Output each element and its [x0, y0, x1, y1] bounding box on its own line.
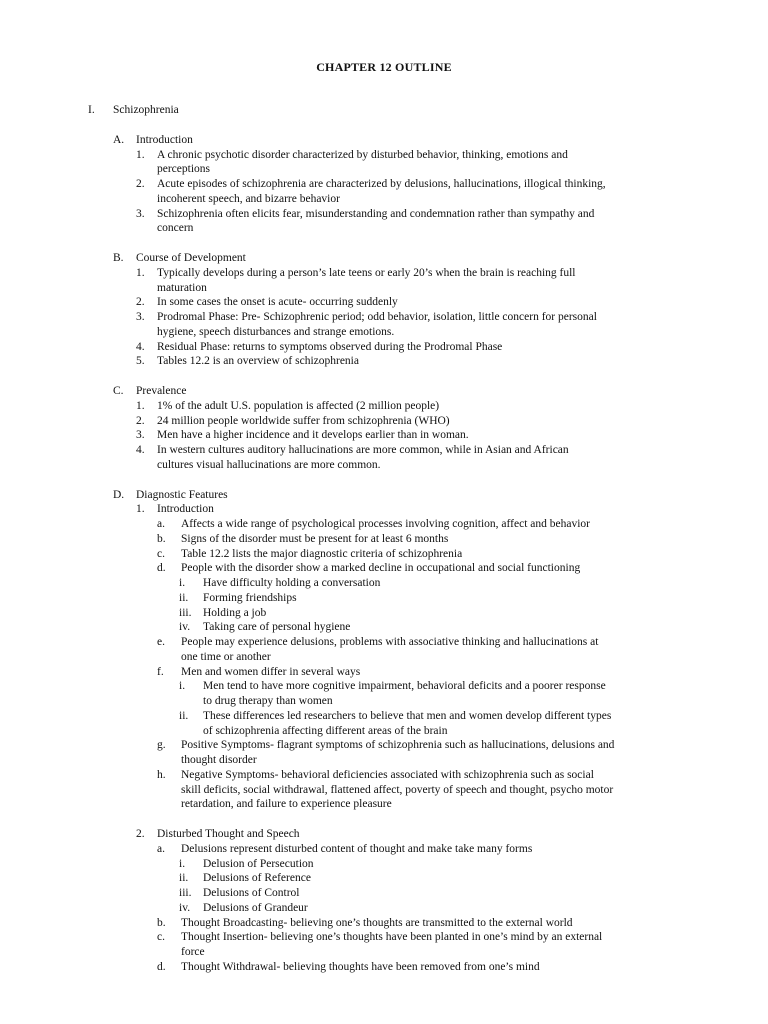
- outline-text: one time or another: [181, 650, 271, 663]
- outline-text: of schizophrenia affecting different areas of the brain: [203, 724, 448, 737]
- outline-text: retardation, and failure to experience pleasure: [181, 798, 392, 811]
- outline-text: Delusions of Reference: [203, 872, 311, 885]
- outline-marker: 1.: [136, 399, 145, 412]
- outline-marker: f.: [157, 665, 164, 678]
- outline-text: In some cases the onset is acute- occurring suddenly: [157, 296, 398, 309]
- outline-text: 24 million people worldwide suffer from schizophrenia (WHO): [157, 414, 450, 427]
- outline-text: Taking care of personal hygiene: [203, 621, 351, 634]
- outline-text: These differences led researchers to believe that men and women develop different types: [203, 709, 612, 722]
- outline-marker: a.: [157, 518, 165, 530]
- outline-text: Table 12.2 lists the major diagnostic criteria of schizophrenia: [181, 547, 463, 560]
- outline-text: cultures visual hallucinations are more common.: [157, 458, 381, 471]
- outline-marker: I.: [88, 104, 95, 116]
- outline-text: Signs of the disorder must be present for at least 6 months: [181, 532, 449, 545]
- outline-text: Positive Symptoms- flagrant symptoms of schizophrenia such as hallucinations, delusions and: [181, 739, 615, 752]
- outline-text: to drug therapy than women: [203, 695, 333, 707]
- outline-text: Delusions represent disturbed content of thought and make take many forms: [181, 842, 533, 855]
- outline-text: force: [181, 946, 205, 958]
- outline-marker: i.: [179, 577, 186, 589]
- outline-text: People with the disorder show a marked decline in occupational and social functioning: [181, 562, 581, 575]
- outline-text: Thought Insertion- believing one’s thoughts have been planted in one’s mind by an external: [181, 931, 603, 944]
- outline-marker: 2.: [136, 414, 145, 427]
- outline-marker: C.: [113, 385, 124, 397]
- outline-marker: 4.: [136, 444, 145, 456]
- outline-marker: 4.: [136, 340, 145, 353]
- outline-marker: B.: [113, 252, 124, 264]
- outline-text: hygiene, speech disturbances and strange emotions.: [157, 325, 395, 338]
- page-title: CHAPTER 12 OUTLINE: [316, 60, 452, 74]
- outline-text: skill deficits, social withdrawal, flattened affect, poverty of speech and thought, psycho motor: [181, 783, 614, 796]
- outline-marker: 1.: [136, 266, 145, 279]
- outline-marker: iii.: [179, 606, 192, 619]
- outline-text: Thought Broadcasting- believing one’s thoughts are transmitted to the external world: [181, 916, 573, 929]
- outline-text: Prodromal Phase: Pre- Schizophrenic period; odd behavior, isolation, little concern for personal: [157, 311, 597, 323]
- outline-text: Introduction: [136, 133, 193, 146]
- outline-text: incoherent speech, and bizarre behavior: [157, 192, 340, 205]
- outline-text: Delusion of Persecution: [203, 857, 314, 870]
- outline-marker: b.: [157, 916, 166, 929]
- outline-text: People may experience delusions, problems with associative thinking and hallucinations at: [181, 636, 599, 648]
- outline-text: Affects a wide range of psychological processes involving cognition, affect and behavior: [181, 518, 590, 530]
- outline-text: perceptions: [157, 163, 211, 176]
- outline-text: In western cultures auditory hallucinations are more common, while in Asian and African: [157, 444, 569, 456]
- outline-text: Thought Withdrawal- believing thoughts have been removed from one’s mind: [181, 960, 540, 973]
- outline-marker: b.: [157, 532, 166, 545]
- outline-text: Delusions of Grandeur: [203, 901, 308, 914]
- outline-marker: 1.: [136, 148, 145, 161]
- outline-text: Schizophrenia often elicits fear, misunderstanding and condemnation rather than sympathy and: [157, 207, 595, 220]
- outline-text: maturation: [157, 281, 207, 294]
- outline-marker: d.: [157, 562, 166, 575]
- outline-marker: ii.: [179, 709, 189, 722]
- outline-text: Acute episodes of schizophrenia are characterized by delusions, hallucinations, illogical thinking,: [157, 178, 606, 190]
- outline-text: Tables 12.2 is an overview of schizophrenia: [157, 355, 359, 368]
- outline-marker: 3.: [136, 429, 145, 442]
- outline-marker: ii.: [179, 872, 189, 885]
- outline-marker: 3.: [136, 311, 145, 323]
- outline-marker: ii.: [179, 591, 189, 604]
- outline-marker: 2.: [136, 828, 145, 840]
- outline-text: Prevalence: [136, 385, 187, 397]
- outline-marker: D.: [113, 488, 125, 501]
- outline-marker: i.: [179, 680, 186, 693]
- outline-marker: e.: [157, 636, 165, 648]
- outline-marker: 2.: [136, 178, 145, 190]
- outline-marker: d.: [157, 960, 166, 973]
- outline-marker: c.: [157, 931, 165, 944]
- outline-text: Men tend to have more cognitive impairment, behavioral deficits and a poorer response: [203, 680, 606, 693]
- outline-marker: 1.: [136, 503, 145, 516]
- outline-marker: iv.: [179, 901, 191, 914]
- outline-marker: i.: [179, 857, 186, 870]
- outline-text: Course of Development: [136, 252, 246, 264]
- outline-marker: h.: [157, 768, 166, 781]
- outline-text: Disturbed Thought and Speech: [157, 828, 300, 840]
- outline-text: Introduction: [157, 503, 214, 516]
- outline-text: Diagnostic Features: [136, 488, 228, 501]
- outline-text: Delusions of Control: [203, 887, 300, 899]
- outline-text: 1% of the adult U.S. population is affected (2 million people): [157, 399, 440, 412]
- outline-text: Have difficulty holding a conversation: [203, 577, 381, 589]
- outline-marker: c.: [157, 547, 165, 560]
- outline-text: Typically develops during a person’s late teens or early 20’s when the brain is reaching full: [157, 266, 576, 279]
- outline-text: Residual Phase: returns to symptoms observed during the Prodromal Phase: [157, 340, 503, 353]
- outline-text: Forming friendships: [203, 591, 297, 604]
- outline-text: concern: [157, 222, 194, 235]
- outline-text: Men and women differ in several ways: [181, 665, 361, 678]
- outline-marker: 5.: [136, 355, 145, 368]
- outline-text: Schizophrenia: [113, 104, 179, 116]
- outline-text: thought disorder: [181, 754, 257, 766]
- outline-text: A chronic psychotic disorder characterized by disturbed behavior, thinking, emotions and: [157, 148, 568, 161]
- outline-marker: A.: [113, 133, 125, 146]
- outline-marker: iv.: [179, 621, 191, 634]
- outline-text: Men have a higher incidence and it develops earlier than in woman.: [157, 429, 469, 442]
- outline-marker: iii.: [179, 887, 192, 899]
- outline-marker: 3.: [136, 207, 145, 220]
- outline-marker: a.: [157, 842, 165, 855]
- outline-text: Holding a job: [203, 606, 267, 619]
- outline-text: Negative Symptoms- behavioral deficiencies associated with schizophrenia such as social: [181, 768, 594, 781]
- outline-marker: 2.: [136, 296, 145, 309]
- outline-marker: g.: [157, 739, 166, 752]
